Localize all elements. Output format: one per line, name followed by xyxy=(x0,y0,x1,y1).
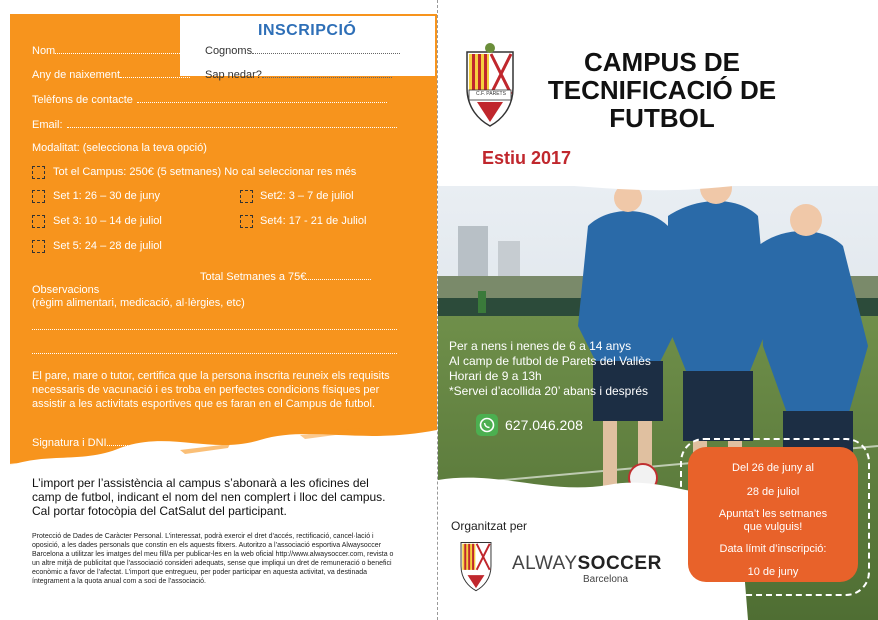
observacions-line-2[interactable] xyxy=(32,353,397,354)
nedar-field[interactable] xyxy=(205,68,392,81)
total-line xyxy=(306,270,371,280)
option-label-set2: Set2: 3 – 7 de juliol xyxy=(260,190,354,202)
sponsor-always-text: ALWAY xyxy=(512,553,578,574)
option-checkbox-set2[interactable] xyxy=(240,190,253,203)
sponsor-city-text: Barcelona xyxy=(583,574,629,585)
naixement-field[interactable] xyxy=(32,68,190,81)
info-line-service: *Servei d’acollida 20’ abans i després xyxy=(449,384,649,398)
club-shield-icon xyxy=(463,42,517,128)
telefons-field[interactable] xyxy=(32,93,387,106)
email-line xyxy=(67,118,397,128)
title-line-3: FUTBOL xyxy=(609,103,715,133)
telefons-label: Telèfons de contacte xyxy=(32,94,133,106)
dates-line-6: 10 de juny xyxy=(747,566,799,578)
option-checkbox-set1[interactable] xyxy=(32,190,45,203)
campus-info xyxy=(449,339,651,399)
signatura-label: Signatura i DNI xyxy=(32,437,107,449)
naixement-line xyxy=(120,68,190,78)
payment-info: L’import per l’assistència al campus s’abonarà a les oficines del camp de futbol, indicant el nom del nen complert i lloc del campus. Cal portar fotocòpia del CatSalut del participant. xyxy=(32,476,386,518)
legal-text: Protecció de Dades de Caràcter Personal. L’interessat, podrà exercir el dret d’accés, rectificació, cancel·lació i oposició, a les dades personals que constin en els aquests fitxers. Autoritzo a l’associació esportiva Alwaysoccer Barcelona a utilitzar les imatges del meu fill/a per publicar-les en la web oficial http://www.alwaysoccer.com, revista o un altre mitjà de publicitat que l’associació consideri adequats, sense que impliqui un dret de remuneració o benefici econòmic a favor de l’afectat. L’import que entregueu, per poder participar en aquesta activitat, va destinada íntegrament a la quota anual com a soci de l’associació. xyxy=(32,533,394,585)
cognoms-label: Cognoms xyxy=(205,45,253,57)
nom-label: Nom xyxy=(32,45,56,57)
dates-line-1: Del 26 de juny al xyxy=(732,462,814,474)
title-line-2: TECNIFICACIÓ DE xyxy=(547,75,777,105)
total-field[interactable] xyxy=(200,270,371,283)
nedar-label: Sap nedar? xyxy=(205,69,262,81)
option-label-all: Tot el Campus: 250€ (5 setmanes) No cal seleccionar res més xyxy=(53,166,357,178)
whatsapp-icon xyxy=(476,414,498,436)
registration-panel xyxy=(0,0,437,620)
info-line-location: Al camp de futbol de Parets del Vallès xyxy=(449,354,651,368)
sponsor-soccer-text: SOCCER xyxy=(577,553,662,574)
option-label-set3: Set 3: 10 – 14 de juliol xyxy=(53,215,162,227)
modalitat-label: Modalitat: (selecciona la teva opció) xyxy=(32,142,207,154)
total-label: Total Setmanes a 75€ xyxy=(200,271,307,283)
option-checkbox-set3[interactable] xyxy=(32,215,45,228)
organized-by-label: Organitzat per xyxy=(451,519,528,533)
option-label-set1: Set 1: 26 – 30 de juny xyxy=(53,190,161,202)
nom-line xyxy=(55,44,200,54)
club-shield-small-icon xyxy=(458,536,494,592)
option-checkbox-all[interactable] xyxy=(32,166,45,179)
naixement-label: Any de naixement xyxy=(32,69,121,81)
nedar-line xyxy=(262,68,392,78)
phone-number[interactable]: 627.046.208 xyxy=(505,417,583,433)
option-label-set4: Set4: 17 - 21 de Juliol xyxy=(260,215,367,227)
title-line-1: CAMPUS DE xyxy=(583,47,740,77)
cognoms-field[interactable] xyxy=(205,44,400,57)
observacions-line-1[interactable] xyxy=(32,329,397,330)
cognoms-line xyxy=(252,44,400,54)
info-line-ages: Per a nens i nenes de 6 a 14 anys xyxy=(449,339,632,353)
club-logo-text: C.F. PARETS xyxy=(476,91,506,97)
dates-line-2: 28 de juliol xyxy=(746,486,800,498)
nom-field[interactable] xyxy=(32,44,200,57)
declaration-text: El pare, mare o tutor, certifica que la persona inscrita reuneix els requisits necessaris de vacunació i es troba en perfectes condicions físiques per assistir a les activitats esportives que es faran en el Campus de futbol. xyxy=(32,370,390,410)
telefons-line xyxy=(137,93,387,103)
dates-line-3: Apunta’t les setmanes xyxy=(718,508,828,520)
form-title: INSCRIPCIÓ xyxy=(258,22,357,39)
option-checkbox-set4[interactable] xyxy=(240,215,253,228)
season-label: Estiu 2017 xyxy=(482,148,572,168)
observacions-label: Observacions xyxy=(32,284,100,296)
email-field[interactable] xyxy=(32,118,397,131)
campus-title xyxy=(512,48,812,132)
sponsor-logo xyxy=(512,553,662,575)
dates-line-4: que vulguis! xyxy=(743,521,803,533)
email-label: Email: xyxy=(32,119,63,131)
observacions-hint: (règim alimentari, medicació, al·lèrgies, etc) xyxy=(32,297,245,309)
option-label-set5: Set 5: 24 – 28 de juliol xyxy=(53,240,162,252)
dates-line-5: Data límit d’inscripció: xyxy=(719,543,827,555)
info-line-schedule: Horari de 9 a 13h xyxy=(449,369,542,383)
option-checkbox-set5[interactable] xyxy=(32,240,45,253)
